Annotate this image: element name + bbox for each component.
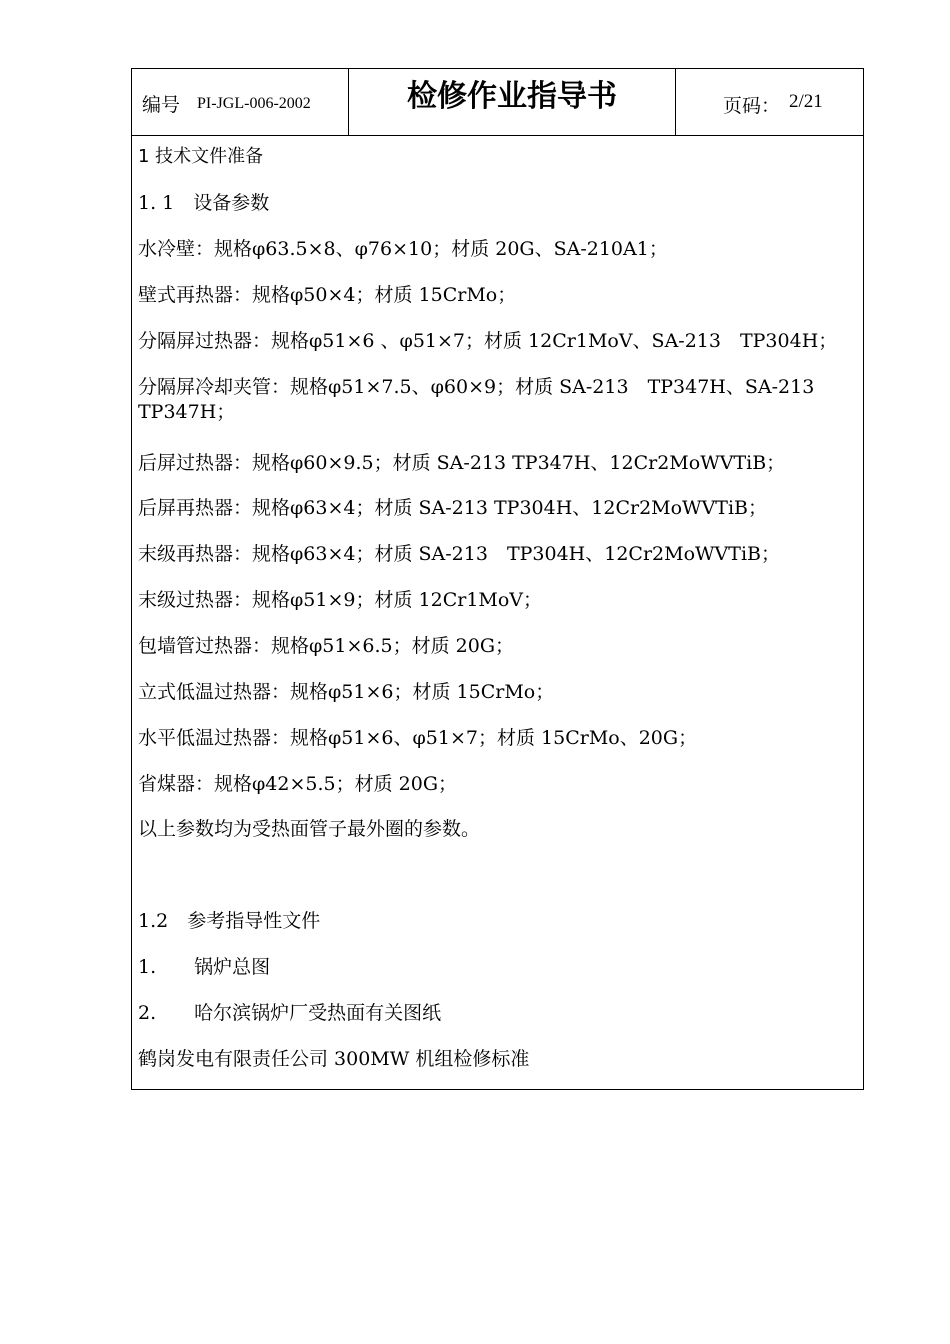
doc-code-label: 编号 xyxy=(142,94,181,116)
param-line: 分隔屏冷却夹管：规格φ51×7.5、φ60×9；材质 SA-213 TP347H、SA-213 xyxy=(138,376,815,398)
reference-item: 鹤岗发电有限责任公司 300MW 机组检修标准 xyxy=(138,1048,530,1070)
section-heading: 1 技术文件准备 xyxy=(138,146,264,167)
reference-heading: 1.2 参考指导性文件 xyxy=(138,910,321,932)
param-line: 立式低温过热器：规格φ51×6；材质 15CrMo； xyxy=(138,681,555,703)
content-box xyxy=(131,136,864,1090)
doc-title: 检修作业指导书 xyxy=(407,79,617,114)
param-line: 末级再热器：规格φ63×4；材质 SA-213 TP304H、12Cr2MoWVTiB； xyxy=(138,543,780,565)
page-number-label: 页码： xyxy=(723,95,781,117)
doc-title-cell xyxy=(349,69,676,135)
doc-code-cell xyxy=(132,69,349,135)
document-page xyxy=(131,68,864,1090)
param-line: 末级过热器：规格φ51×9；材质 12Cr1MoV； xyxy=(138,589,543,611)
param-line: 水冷壁：规格φ63.5×8、φ76×10；材质 20G、SA-210A1； xyxy=(138,238,668,260)
page-number-value: 2/21 xyxy=(789,91,823,112)
param-line-continued: TP347H； xyxy=(138,401,236,423)
param-line: 省煤器：规格φ42×5.5；材质 20G； xyxy=(138,773,458,795)
param-line: 水平低温过热器：规格φ51×6、φ51×7；材质 15CrMo、20G； xyxy=(138,727,698,749)
reference-item: 1. 锅炉总图 xyxy=(138,956,271,978)
header-table xyxy=(131,68,864,136)
param-line: 壁式再热器：规格φ50×4；材质 15CrMo； xyxy=(138,284,517,306)
doc-code-value: PI-JGL-006-2002 xyxy=(197,95,311,112)
param-line: 后屏过热器：规格φ60×9.5；材质 SA-213 TP347H、12Cr2MoWVTiB； xyxy=(138,452,786,474)
param-note: 以上参数均为受热面管子最外圈的参数。 xyxy=(138,818,481,840)
subsection-heading: 1. 1 设备参数 xyxy=(138,192,270,214)
param-line: 后屏再热器：规格φ63×4；材质 SA-213 TP304H、12Cr2MoWVTiB； xyxy=(138,497,768,519)
param-line: 分隔屏过热器：规格φ51×6 、φ51×7；材质 12Cr1MoV、SA-213 TP304H； xyxy=(138,330,838,352)
page-number-cell xyxy=(676,69,863,135)
param-line: 包墙管过热器：规格φ51×6.5；材质 20G； xyxy=(138,635,515,657)
reference-item: 2. 哈尔滨锅炉厂受热面有关图纸 xyxy=(138,1002,442,1024)
